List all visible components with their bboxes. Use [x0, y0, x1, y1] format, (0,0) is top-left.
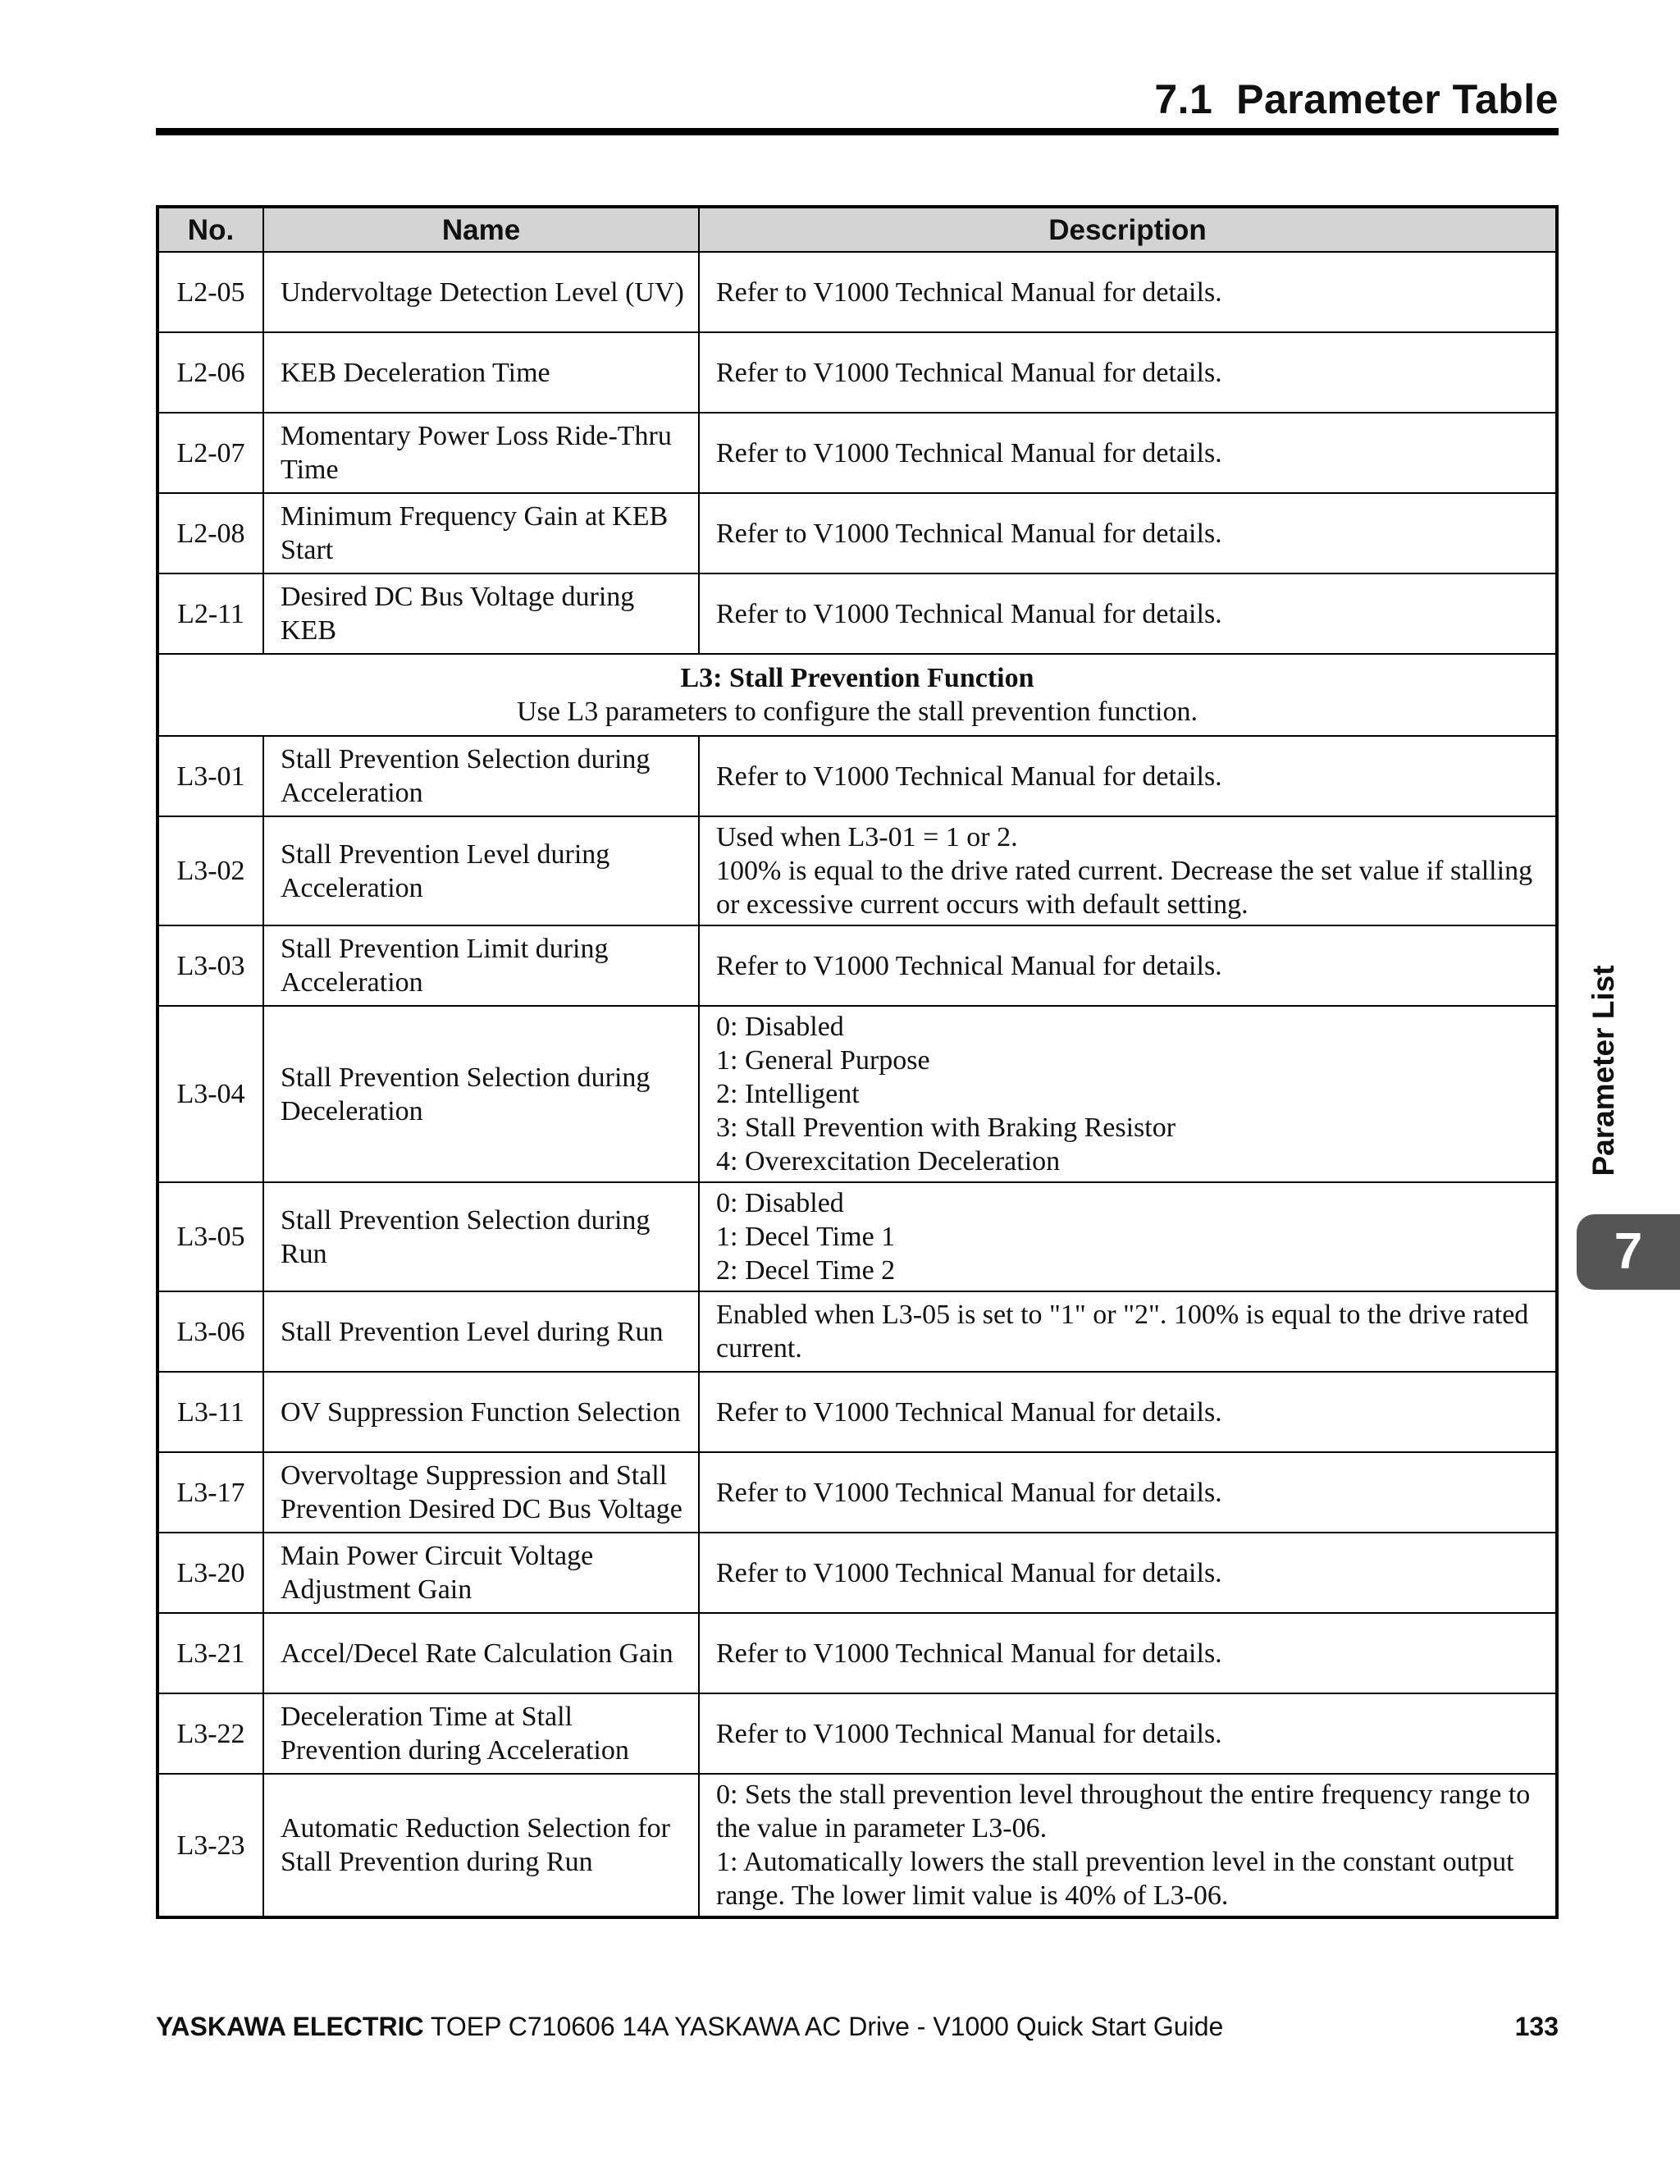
table-body-l3: [158, 736, 1557, 1917]
param-name: Overvoltage Suppression and Stall Prevention Desired DC Bus Voltage: [263, 1452, 699, 1533]
description-line: 4: Overexcitation Deceleration: [716, 1146, 1061, 1177]
description-line: Refer to V1000 Technical Manual for details.: [716, 950, 1222, 981]
description-line: 2: Decel Time 2: [716, 1255, 896, 1286]
column-header-description: Description: [699, 207, 1557, 252]
param-number: L3-03: [158, 925, 263, 1006]
param-name: KEB Deceleration Time: [263, 332, 699, 413]
description-line: Refer to V1000 Technical Manual for details.: [716, 1557, 1222, 1588]
param-name: Stall Prevention Level during Acceleration: [263, 816, 699, 925]
footer-doc-title: TOEP C710606 14A YASKAWA AC Drive - V1000 Quick Start Guide: [423, 2012, 1224, 2041]
param-name: Stall Prevention Selection during Run: [263, 1182, 699, 1291]
side-tab-label: Parameter List: [1586, 965, 1620, 1177]
param-number: L2-06: [158, 332, 263, 413]
description-line: 1: Decel Time 1: [716, 1222, 896, 1252]
table-row: [158, 573, 1557, 654]
param-name: Minimum Frequency Gain at KEB Start: [263, 493, 699, 573]
description-line: Enabled when L3-05 is set to "1" or "2". 100% is equal to the drive rated current.: [716, 1300, 1529, 1364]
description-line: 3: Stall Prevention with Braking Resistor: [716, 1113, 1176, 1143]
param-name: Stall Prevention Limit during Acceleration: [263, 925, 699, 1006]
table-header-row: [158, 207, 1557, 252]
title-rule: [156, 128, 1559, 135]
param-name: Accel/Decel Rate Calculation Gain: [263, 1613, 699, 1693]
param-number: L3-04: [158, 1006, 263, 1182]
description-line: Refer to V1000 Technical Manual for details.: [716, 761, 1222, 792]
description-line: 1: Automatically lowers the stall prevention level in the constant output range. The lower limit value is 40% of L3-06.: [716, 1847, 1514, 1911]
description-line: Refer to V1000 Technical Manual for details.: [716, 357, 1222, 388]
param-description: [699, 1452, 1557, 1533]
param-description: [699, 1533, 1557, 1613]
chapter-tab: 7: [1577, 1214, 1680, 1290]
param-name: Automatic Reduction Selection for Stall Prevention during Run: [263, 1774, 699, 1917]
description-line: 1: General Purpose: [716, 1045, 930, 1076]
param-name: Desired DC Bus Voltage during KEB: [263, 573, 699, 654]
param-description: [699, 493, 1557, 573]
param-number: L3-05: [158, 1182, 263, 1291]
param-number: L2-08: [158, 493, 263, 573]
description-line: 100% is equal to the drive rated current. Decrease the set value if stalling or excessive current occurs with default setting.: [716, 856, 1533, 920]
param-name: Stall Prevention Level during Run: [263, 1291, 699, 1372]
param-name: Momentary Power Loss Ride-Thru Time: [263, 413, 699, 493]
description-line: 0: Sets the stall prevention level throughout the entire frequency range to the value in parameter L3-06.: [716, 1780, 1531, 1844]
param-description: [699, 1372, 1557, 1452]
table-body-l2: [158, 252, 1557, 654]
param-description: [699, 1291, 1557, 1372]
column-header-no: No.: [158, 207, 263, 252]
table-row: [158, 252, 1557, 332]
description-line: 2: Intelligent: [716, 1079, 860, 1109]
param-description: [699, 1006, 1557, 1182]
description-line: Refer to V1000 Technical Manual for details.: [716, 437, 1222, 468]
param-description: [699, 252, 1557, 332]
param-description: [699, 1774, 1557, 1917]
table-row: [158, 1693, 1557, 1774]
description-line: Refer to V1000 Technical Manual for details.: [716, 276, 1222, 308]
table-row: [158, 1774, 1557, 1917]
param-description: [699, 925, 1557, 1006]
table-row: [158, 925, 1557, 1006]
parameter-table: [156, 205, 1559, 1919]
page-title: 7.1 Parameter Table: [1154, 76, 1559, 122]
param-number: L3-06: [158, 1291, 263, 1372]
description-line: Refer to V1000 Technical Manual for details.: [716, 1477, 1222, 1508]
table-row: [158, 736, 1557, 816]
description-line: Refer to V1000 Technical Manual for details.: [716, 598, 1222, 629]
table-row: [158, 816, 1557, 925]
section-title: L3: Stall Prevention Function: [680, 663, 1034, 693]
param-description: [699, 736, 1557, 816]
table-row: [158, 1372, 1557, 1452]
param-name: Deceleration Time at Stall Prevention during Acceleration: [263, 1693, 699, 1774]
table-row: [158, 1291, 1557, 1372]
param-number: L3-11: [158, 1372, 263, 1452]
description-line: Refer to V1000 Technical Manual for details.: [716, 1396, 1222, 1428]
section-header-cell: [158, 654, 1557, 736]
table-row: [158, 1613, 1557, 1693]
param-number: L3-21: [158, 1613, 263, 1693]
param-description: [699, 1613, 1557, 1693]
param-name: OV Suppression Function Selection: [263, 1372, 699, 1452]
param-number: L3-22: [158, 1693, 263, 1774]
table-row: [158, 1182, 1557, 1291]
table-section-l3: [158, 654, 1557, 736]
param-name: Stall Prevention Selection during Deceleration: [263, 1006, 699, 1182]
param-number: L3-23: [158, 1774, 263, 1917]
page-number: 133: [1514, 2012, 1559, 2041]
param-number: L3-20: [158, 1533, 263, 1613]
param-description: [699, 573, 1557, 654]
param-description: [699, 1182, 1557, 1291]
param-description: [699, 1693, 1557, 1774]
table-row: [158, 493, 1557, 573]
table-row: [158, 1452, 1557, 1533]
description-line: 0: Disabled: [716, 1012, 844, 1042]
table-row: [158, 1533, 1557, 1613]
param-number: L2-11: [158, 573, 263, 654]
column-header-name: Name: [263, 207, 699, 252]
param-name: Stall Prevention Selection during Acceleration: [263, 736, 699, 816]
param-description: [699, 413, 1557, 493]
description-line: 0: Disabled: [716, 1188, 844, 1218]
param-number: L3-17: [158, 1452, 263, 1533]
param-description: [699, 816, 1557, 925]
param-description: [699, 332, 1557, 413]
table-row: [158, 1006, 1557, 1182]
param-number: L2-05: [158, 252, 263, 332]
footer-brand: YASKAWA ELECTRIC: [156, 2012, 424, 2041]
table-row: [158, 413, 1557, 493]
description-line: Refer to V1000 Technical Manual for details.: [716, 1718, 1222, 1749]
table-row: [158, 332, 1557, 413]
description-line: Used when L3-01 = 1 or 2.: [716, 822, 1018, 852]
footer: [156, 2012, 1223, 2042]
param-name: Undervoltage Detection Level (UV): [263, 252, 699, 332]
section-header-row: [158, 654, 1557, 736]
description-line: Refer to V1000 Technical Manual for details.: [716, 1638, 1222, 1669]
param-name: Main Power Circuit Voltage Adjustment Gain: [263, 1533, 699, 1613]
param-number: L2-07: [158, 413, 263, 493]
description-line: Refer to V1000 Technical Manual for details.: [716, 518, 1222, 549]
param-number: L3-01: [158, 736, 263, 816]
section-subtitle: Use L3 parameters to configure the stall prevention function.: [517, 697, 1198, 727]
param-number: L3-02: [158, 816, 263, 925]
